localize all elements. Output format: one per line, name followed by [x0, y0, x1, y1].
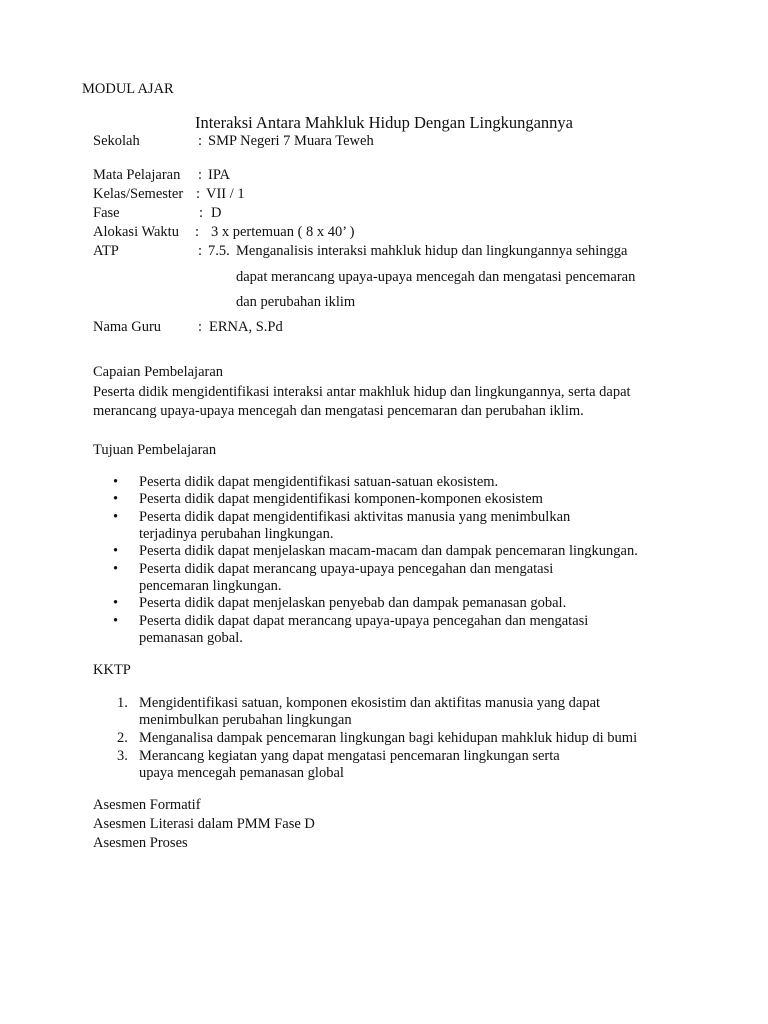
document-title: Interaksi Antara Mahkluk Hidup Dengan Lingkungannya	[194, 113, 574, 132]
bullet-icon: •	[113, 560, 119, 577]
tujuan-item	[93, 509, 693, 543]
field-colon: :	[195, 224, 200, 240]
kktp-item-line: upaya mencegah pemanasan global	[139, 764, 344, 781]
kktp-item-number: 1.	[117, 695, 128, 711]
bullet-icon: •	[113, 595, 119, 612]
kktp-item	[93, 730, 713, 747]
bullet-icon: •	[113, 543, 119, 560]
asesmen-literasi: Asesmen Literasi dalam PMM Fase D	[93, 816, 315, 832]
tujuan-item-line: terjadinya perubahan lingkungan.	[139, 525, 334, 542]
field-value: VII / 1	[206, 186, 245, 202]
tujuan-item-line: Peserta didik dapat mengidentifikasi komponen-komponen ekosistem	[139, 491, 543, 508]
tujuan-item	[93, 561, 693, 595]
kktp-item-line: Mengidentifikasi satuan, komponen ekosistim dan aktifitas manusia yang dapat	[139, 695, 601, 711]
kktp-item-line: menimbulkan perubahan lingkungan	[139, 711, 352, 728]
tujuan-item-line: Peserta didik dapat dapat merancang upaya-upaya pencegahan dan mengatasi	[139, 612, 589, 629]
tujuan-list	[93, 474, 693, 647]
field-label: Mata Pelajaran	[93, 167, 181, 183]
tujuan-item-line: Peserta didik dapat menjelaskan macam-macam dan dampak pencemaran lingkungan.	[139, 543, 638, 560]
tujuan-item	[93, 491, 693, 508]
atp-line-1: Menganalisis interaksi mahkluk hidup dan lingkungannya sehingga	[236, 243, 628, 259]
tujuan-item	[93, 543, 693, 560]
capaian-text: Peserta didik mengidentifikasi interaksi antar makhluk hidup dan lingkungannya, serta dapat merancang upaya-upaya mencegah dan mengatasi pencemaran dan perubahan iklim.	[93, 384, 631, 419]
tujuan-item-line: Peserta didik dapat mengidentifikasi satuan-satuan ekosistem.	[139, 474, 499, 490]
tujuan-heading: Tujuan Pembelajaran	[93, 442, 217, 458]
bullet-icon: •	[113, 508, 119, 525]
field-fase	[93, 205, 693, 223]
field-value: D	[211, 205, 222, 221]
kktp-item-number: 3.	[117, 747, 128, 764]
field-sekolah	[93, 133, 693, 151]
field-label: Sekolah	[93, 133, 140, 149]
atp-number: 7.5.	[208, 243, 230, 259]
kktp-heading: KKTP	[93, 662, 131, 678]
field-value: SMP Negeri 7 Muara Teweh	[208, 133, 374, 149]
field-colon: :	[199, 205, 204, 221]
field-colon: :	[198, 319, 203, 335]
kktp-item-line: Merancang kegiatan yang dapat mengatasi pencemaran lingkungan serta	[139, 747, 560, 764]
field-colon: :	[198, 133, 203, 149]
kktp-item-number: 2.	[117, 729, 128, 746]
field-alokasi	[93, 224, 693, 242]
field-colon: :	[198, 167, 203, 183]
field-label: Nama Guru	[93, 319, 162, 335]
tujuan-item	[93, 595, 693, 612]
bullet-icon: •	[113, 491, 119, 508]
field-label: Fase	[93, 205, 120, 221]
field-value: ERNA, S.Pd	[209, 319, 283, 335]
atp-line-2: dapat merancang upaya-upaya mencegah dan mengatasi pencemaran	[236, 269, 636, 285]
tujuan-item-line: Peserta didik dapat merancang upaya-upaya pencegahan dan mengatasi	[139, 560, 554, 577]
field-kelas	[93, 186, 693, 204]
atp-line-3: dan perubahan iklim	[236, 294, 356, 310]
kktp-item	[93, 695, 713, 729]
field-label: ATP	[93, 243, 119, 259]
capaian-heading: Capaian Pembelajaran	[93, 364, 224, 380]
asesmen-formatif: Asesmen Formatif	[93, 797, 201, 813]
field-value: IPA	[208, 167, 231, 183]
tujuan-item	[93, 613, 693, 647]
asesmen-proses: Asesmen Proses	[93, 835, 188, 851]
field-guru	[93, 319, 693, 337]
doc-type-label: MODUL AJAR	[82, 81, 174, 97]
kktp-list	[93, 695, 713, 783]
tujuan-item-line: pencemaran lingkungan.	[139, 577, 282, 594]
field-colon: :	[196, 186, 201, 202]
kktp-item	[93, 748, 713, 782]
field-label: Kelas/Semester	[93, 186, 184, 202]
tujuan-item-line: pemanasan gobal.	[139, 629, 243, 646]
bullet-icon: •	[113, 474, 119, 490]
tujuan-item-line: Peserta didik dapat menjelaskan penyebab dan dampak pemanasan gobal.	[139, 595, 567, 612]
field-value: 3 x pertemuan ( 8 x 40’ )	[211, 224, 355, 240]
bullet-icon: •	[113, 612, 119, 629]
field-label: Alokasi Waktu	[93, 224, 179, 240]
field-colon: :	[198, 243, 203, 259]
kktp-item-line: Menganalisa dampak pencemaran lingkungan bagi kehidupan mahkluk hidup di bumi	[139, 729, 638, 746]
tujuan-item-line: Peserta didik dapat mengidentifikasi aktivitas manusia yang menimbulkan	[139, 508, 571, 525]
tujuan-item	[93, 474, 693, 491]
field-mapel	[93, 167, 693, 185]
